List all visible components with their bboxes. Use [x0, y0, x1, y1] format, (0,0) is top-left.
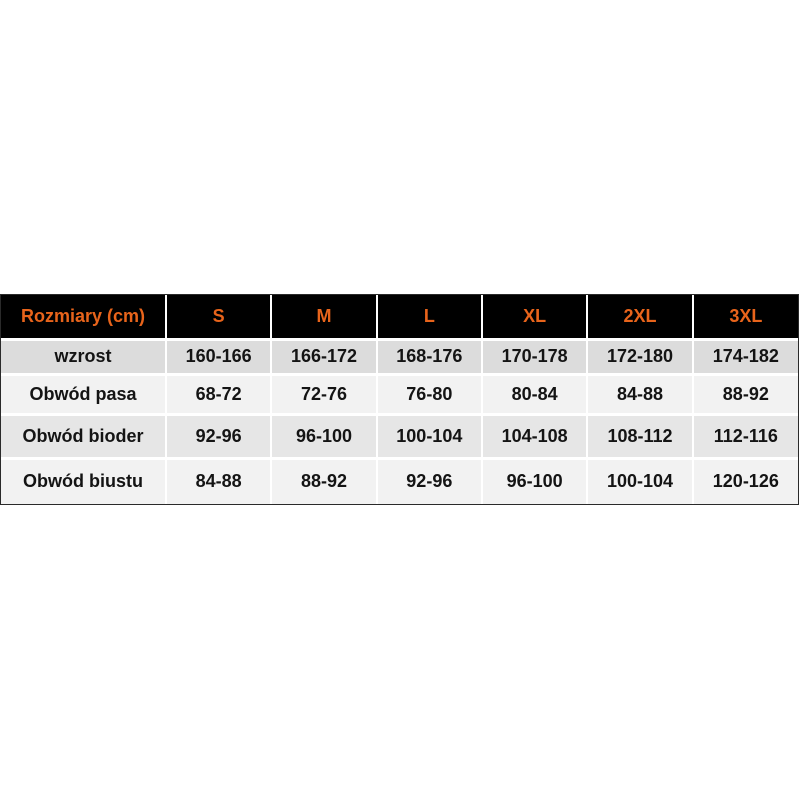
table-cell: 88-92: [693, 374, 798, 414]
table-cell: 72-76: [271, 374, 376, 414]
table-cell: 100-104: [377, 414, 482, 458]
size-header-3xl: 3XL: [693, 295, 798, 339]
table-cell: 92-96: [166, 414, 271, 458]
row-label: Obwód biustu: [1, 458, 166, 504]
table-cell: 170-178: [482, 339, 587, 374]
row-label: Obwód bioder: [1, 414, 166, 458]
table-cell: 100-104: [587, 458, 692, 504]
size-header-l: L: [377, 295, 482, 339]
table-cell: 160-166: [166, 339, 271, 374]
table-row-hips: [1, 414, 798, 458]
table-cell: 104-108: [482, 414, 587, 458]
table-cell: 84-88: [166, 458, 271, 504]
table-cell: 84-88: [587, 374, 692, 414]
table-cell: 96-100: [271, 414, 376, 458]
row-label: Obwód pasa: [1, 374, 166, 414]
size-header-s: S: [166, 295, 271, 339]
header-label-cell: Rozmiary (cm): [1, 295, 166, 339]
table-cell: 96-100: [482, 458, 587, 504]
table-cell: 168-176: [377, 339, 482, 374]
table-cell: 108-112: [587, 414, 692, 458]
table-cell: 174-182: [693, 339, 798, 374]
table-cell: 88-92: [271, 458, 376, 504]
row-label: wzrost: [1, 339, 166, 374]
table-cell: 92-96: [377, 458, 482, 504]
size-header-m: M: [271, 295, 376, 339]
size-chart: [0, 294, 799, 505]
size-header-xl: XL: [482, 295, 587, 339]
table-row-bust: [1, 458, 798, 504]
table-cell: 172-180: [587, 339, 692, 374]
table-cell: 120-126: [693, 458, 798, 504]
size-header-2xl: 2XL: [587, 295, 692, 339]
header-row: [1, 295, 798, 339]
table-cell: 68-72: [166, 374, 271, 414]
table-row-height: [1, 339, 798, 374]
table-cell: 80-84: [482, 374, 587, 414]
table-cell: 112-116: [693, 414, 798, 458]
table-row-waist: [1, 374, 798, 414]
size-table: [1, 295, 798, 504]
table-cell: 76-80: [377, 374, 482, 414]
table-cell: 166-172: [271, 339, 376, 374]
